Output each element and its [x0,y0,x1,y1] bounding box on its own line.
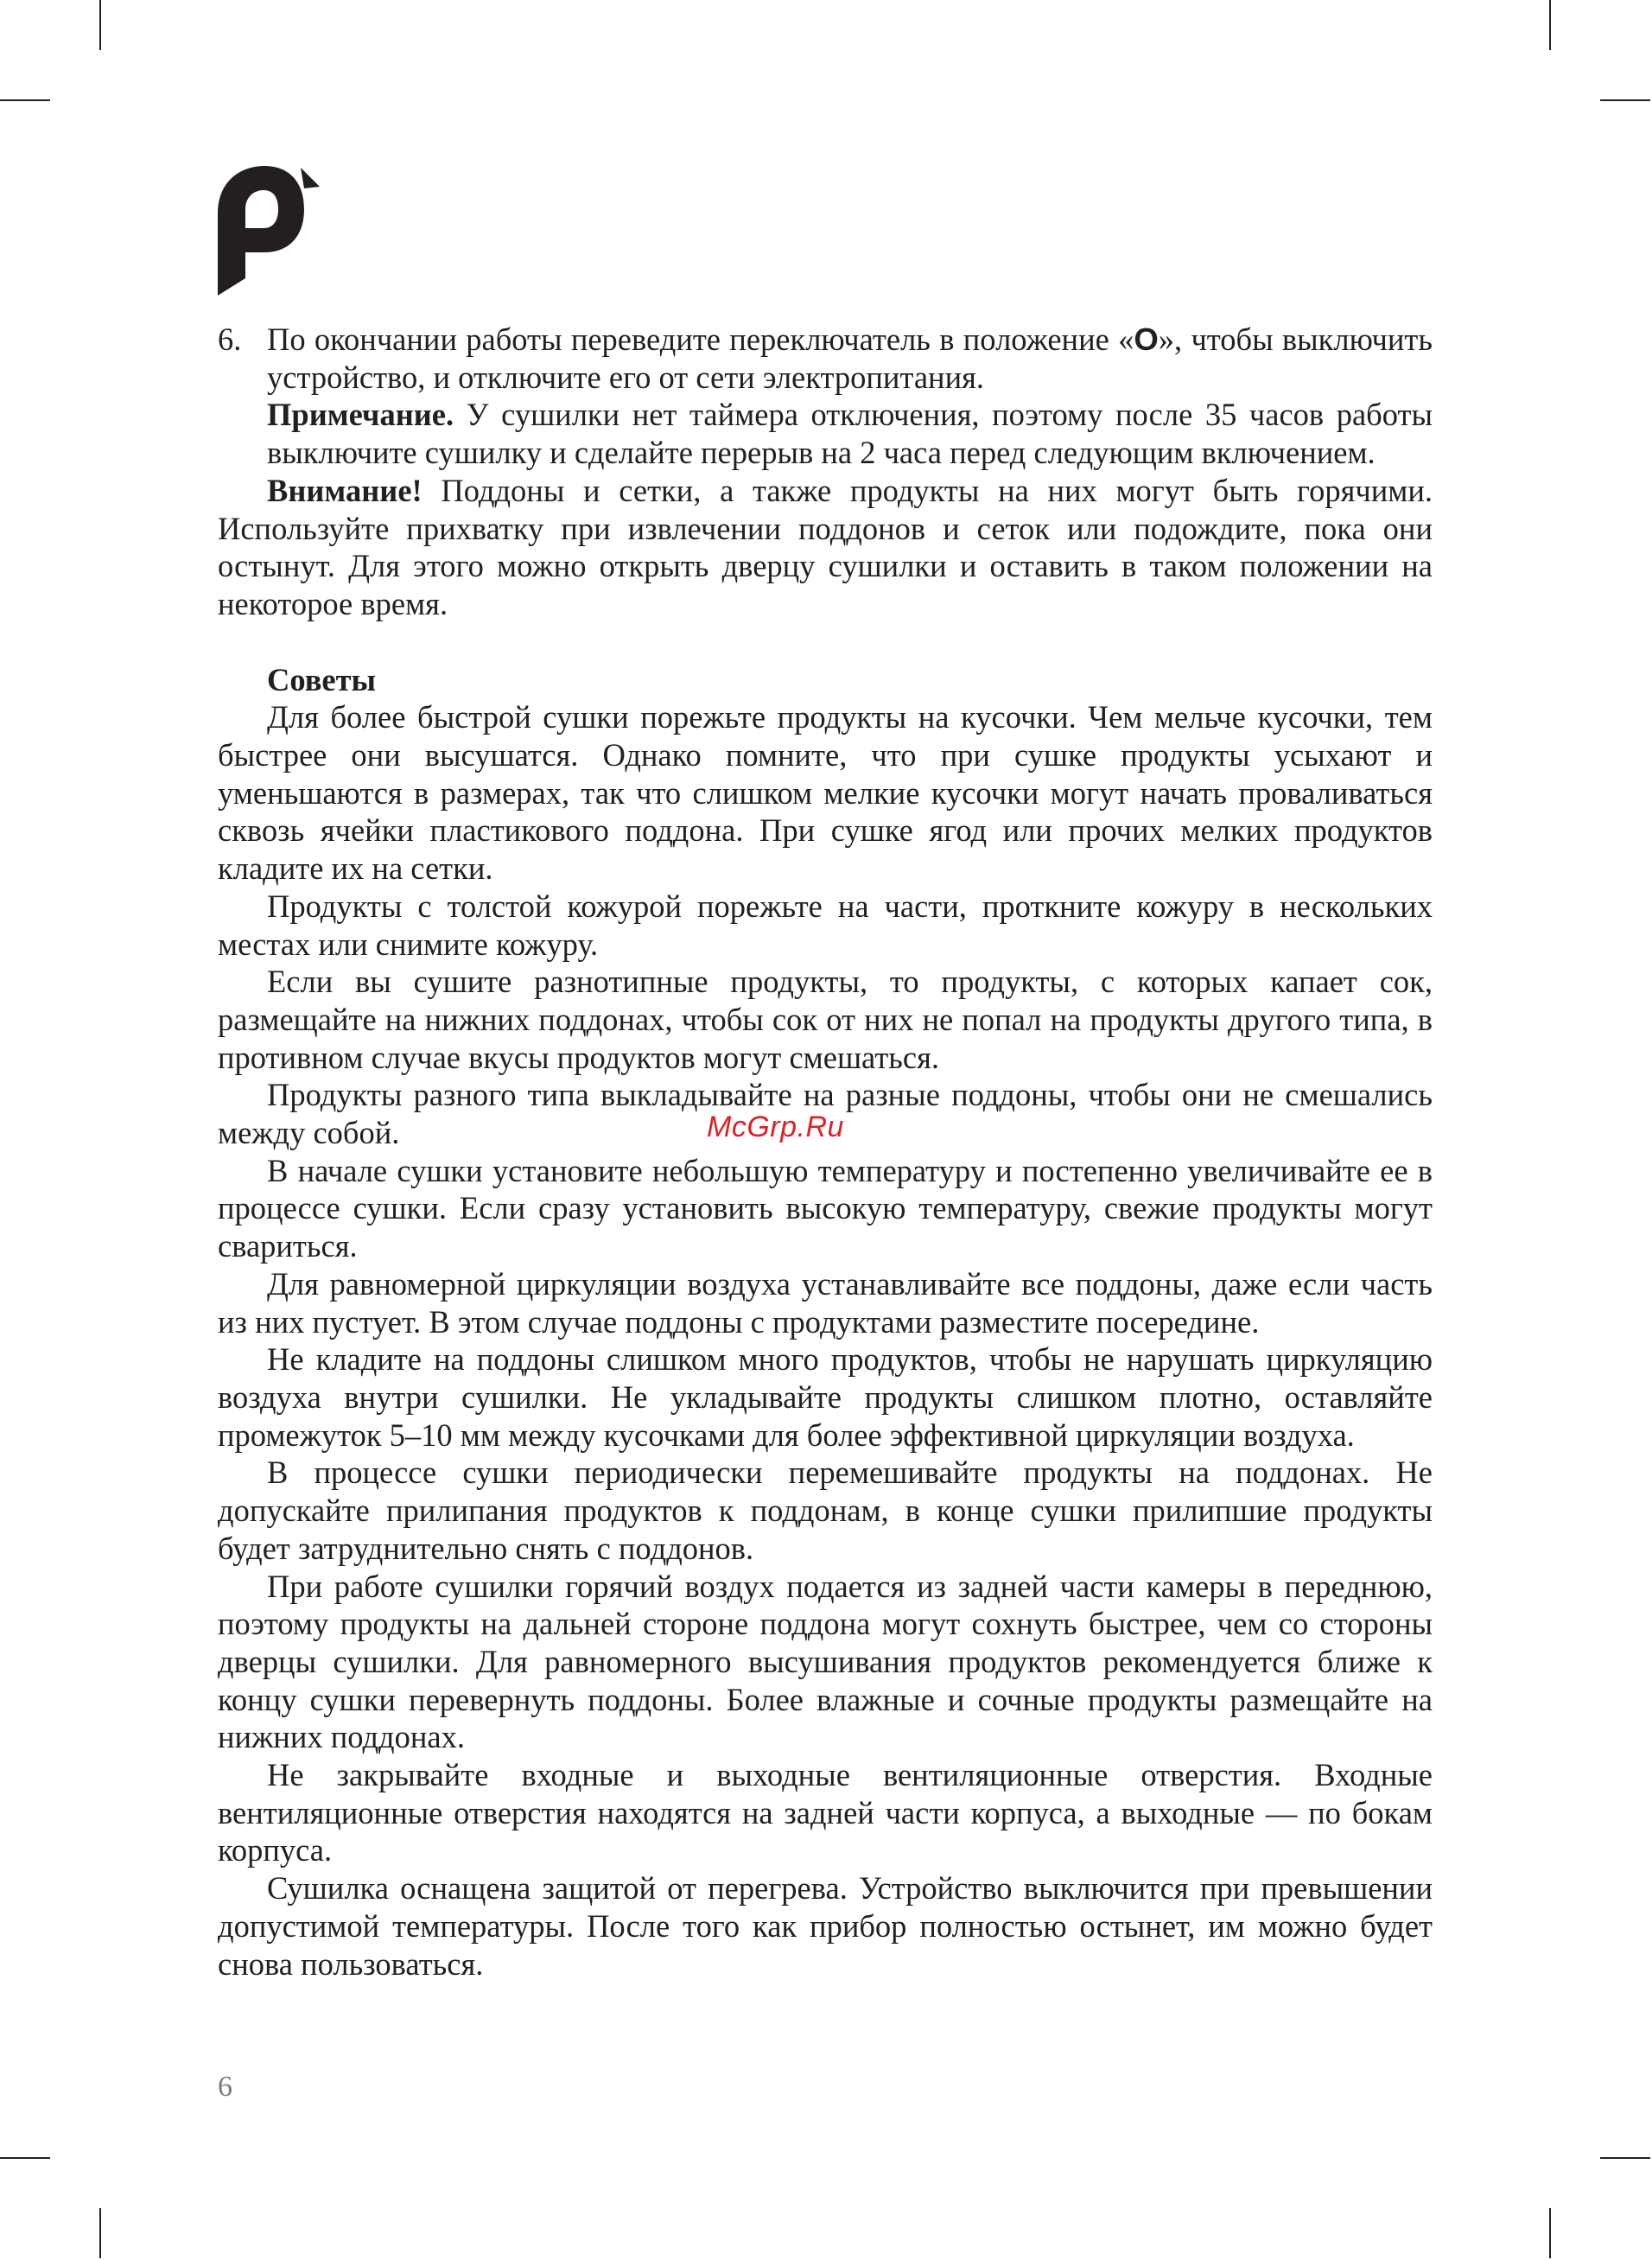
note-paragraph: Примечание. У сушилки нет таймера отключения, поэтому после 35 часов работы выключите сушилку и сделайте перерыв на 2 часа перед следующим включением. [267,397,1433,471]
crop-mark-top-left-h [0,99,50,101]
tip-paragraph: В процессе сушки периодически перемешивайте продукты на поддонах. Не допускайте прилипания продуктов к поддонам, в конце сушки прилипшие продукты будет затруднительно снять с поддонов. [218,1455,1433,1566]
tip-paragraph: Не закрывайте входные и выходные вентиляционные отверстия. Входные вентиляционные отверстия находятся на задней части корпуса, а выходные — по бокам корпуса. [218,1757,1433,1868]
page-number: 6 [218,2071,232,2103]
tip-paragraph: При работе сушилки горячий воздух подается из задней части камеры в переднюю, поэтому продукты на дальней стороне поддона могут сохнуть быстрее, чем со стороны дверцы сушилки. Для равномерного высушивания продуктов рекомендуется ближе к концу сушки перевернуть поддоны. Более влажные и сочные продукты размещайте на нижних поддонах. [218,1568,1433,1755]
tip-paragraph: Продукты разного типа выкладывайте на разные поддоны, чтобы они не смешались между собой. [218,1077,1433,1151]
tip-paragraph: Продукты с толстой кожурой порежьте на части, проткните кожуру в нескольких местах или снимите кожуру. [218,888,1433,962]
crop-mark-bottom-right-h [1600,2157,1650,2159]
off-position-symbol: O [1134,321,1159,357]
step-number: 6. [218,321,242,357]
tip-paragraph: Для равномерной циркуляции воздуха устанавливайте все поддоны, даже если часть из них пустует. В этом случае поддоны с продуктами разместите посередине. [218,1265,1433,1340]
warning-label: Внимание! [267,472,423,508]
document-body [218,321,1433,1983]
tip-paragraph: В начале сушки установите небольшую температуру и постепенно увеличивайте ее в процессе сушки. Если сразу установить высокую температуру, свежие продукты могут свариться. [218,1152,1433,1264]
tip-paragraph: Для более быстрой сушки порежьте продукты на кусочки. Чем мельче кусочки, тем быстрее они высушатся. Однако помните, что при сушке продукты усыхают и уменьшаются в размерах, так что слишком мелкие кусочки могут начать проваливаться сквозь ячейки пластикового поддона. При сушке ягод или прочих мелких продуктов кладите их на сетки. [218,699,1433,887]
crop-mark-top-left [99,0,101,50]
step-text: По окончании работы переведите переключатель в положение «O», чтобы выключить устройство, и отключите его от сети электропитания. [267,321,1433,395]
crop-mark-top-right-h [1600,99,1650,101]
tip-paragraph: Если вы сушите разнотипные продукты, то продукты, с которых капает сок, размещайте на нижних поддонах, чтобы сок от них не попал на продукты другого типа, в противном случае вкусы продуктов могут смешаться. [218,964,1433,1075]
tip-paragraph: Сушилка оснащена защитой от перегрева. Устройство выключится при превышении допустимой температуры. После того как прибор полностью остынет, им можно будет снова пользоваться. [218,1870,1433,1982]
warning-paragraph: Внимание! Поддоны и сетки, а также продукты на них могут быть горячими. Используйте прихватку при извлечении поддонов и сеток или подождите, пока они остынут. Для этого можно открыть дверцу сушилки и оставить в таком положении на некоторое время. [218,472,1433,621]
crop-mark-bottom-left [99,2208,101,2258]
section-gap [218,623,1433,661]
tip-paragraph: Не кладите на поддоны слишком много продуктов, чтобы не нарушать циркуляцию воздуха внутри сушилки. Не укладывайте продукты слишком плотно, оставляйте промежуток 5–10 мм между кусочками для более эффективной циркуляции воздуха. [218,1341,1433,1453]
crop-mark-top-right [1549,0,1551,50]
crop-mark-bottom-left-h [0,2157,50,2159]
p-brand-logo-icon [218,166,320,296]
tips-heading: Советы [267,661,377,697]
crop-mark-bottom-right [1549,2208,1551,2258]
note-label: Примечание. [267,397,454,433]
watermark: McGrp.Ru [707,1111,844,1143]
step-6 [218,321,1433,396]
